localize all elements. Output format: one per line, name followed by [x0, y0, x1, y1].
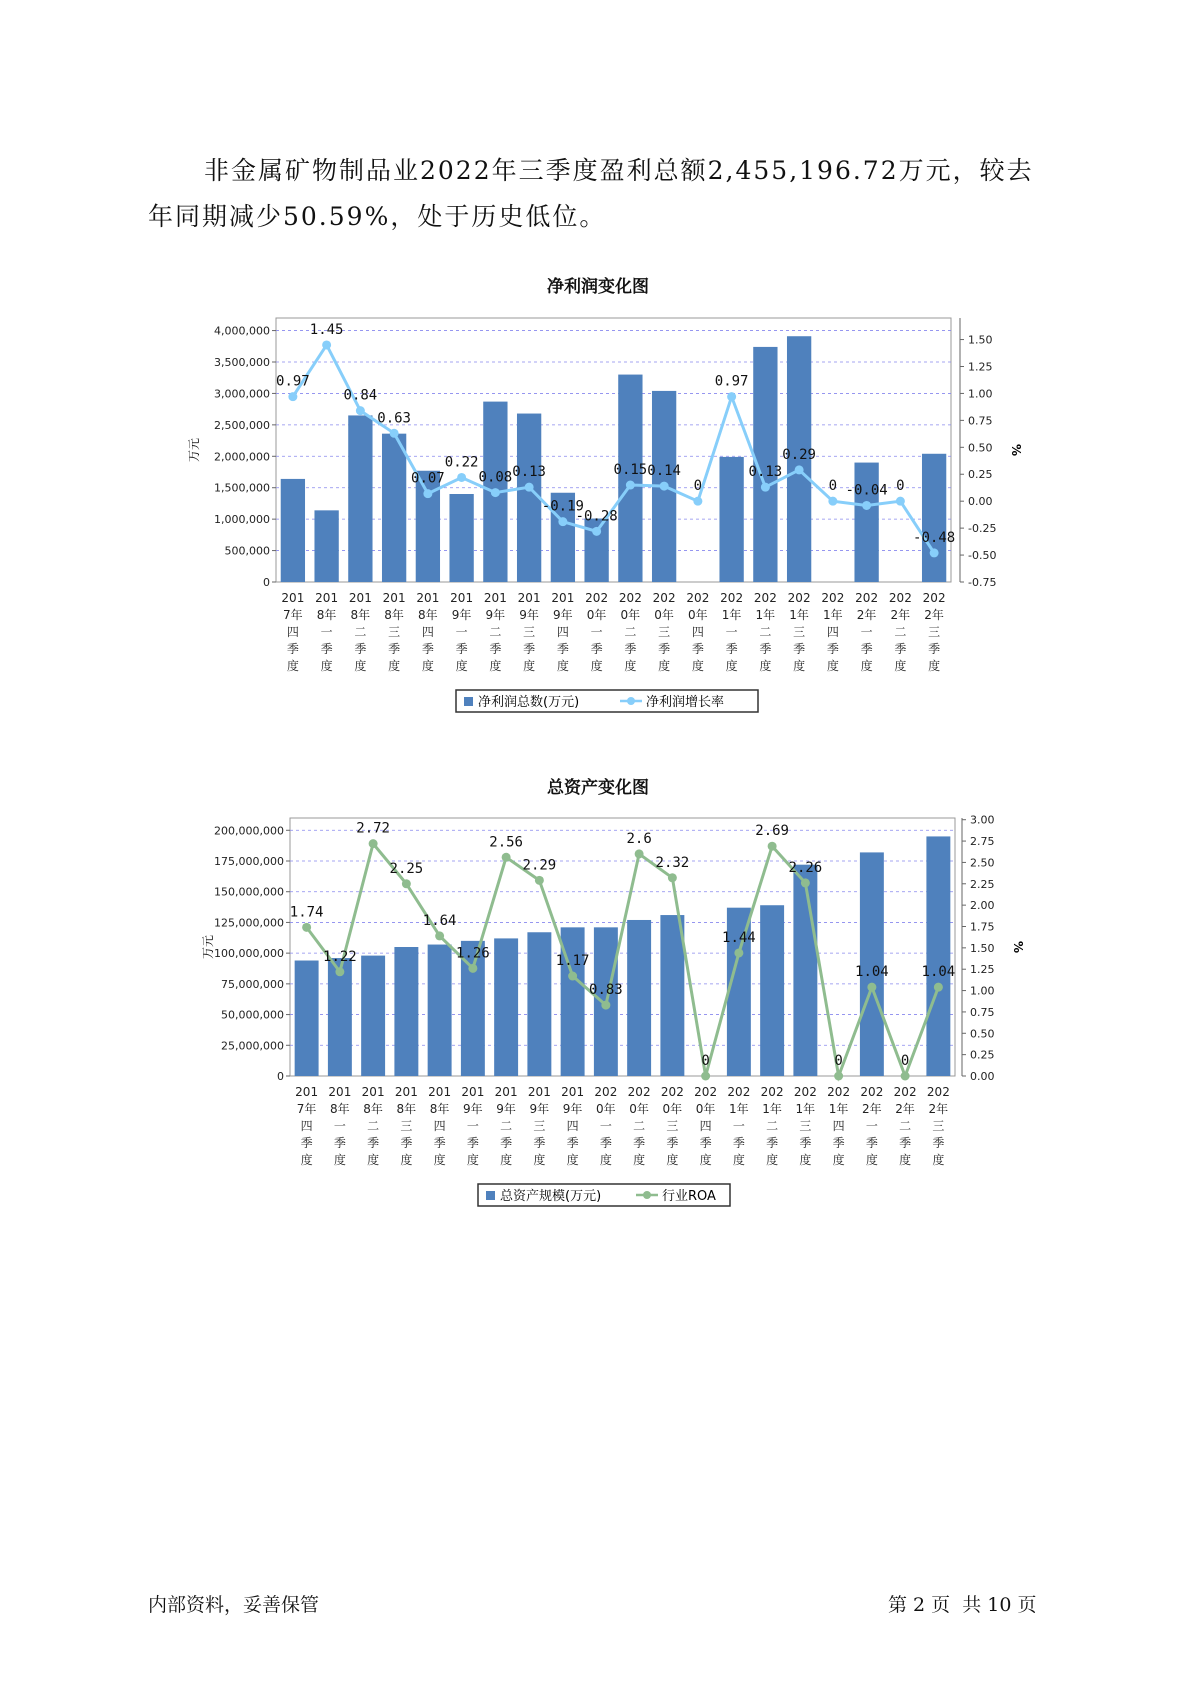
- x-tick-label: 202 1年三季度: [787, 591, 811, 673]
- bar: [494, 938, 518, 1076]
- bar: [854, 463, 878, 582]
- data-label: 0.63: [377, 410, 411, 427]
- y-left-tick-label: 100,000,000: [214, 947, 284, 961]
- y-right-tick-label: 0.00: [968, 495, 993, 509]
- line-point: [525, 483, 534, 492]
- x-tick-label: 202 1年一季度: [720, 591, 744, 673]
- y-right-tick-label: 1.25: [970, 963, 995, 977]
- data-label: 0.07: [411, 470, 445, 487]
- bar: [926, 836, 950, 1076]
- x-tick-label: 201 8年三季度: [394, 1085, 418, 1167]
- data-label: 0: [900, 1053, 910, 1069]
- data-label: 1.04: [855, 964, 889, 981]
- y-right-tick-label: -0.50: [968, 549, 997, 563]
- line-point: [390, 429, 399, 438]
- x-tick-label: 201 8年一季度: [328, 1085, 352, 1167]
- y-right-axis-title: %: [1011, 940, 1025, 954]
- line-point: [896, 497, 905, 506]
- x-tick-label: 202 0年二季度: [627, 1085, 651, 1167]
- chart-title-total-assets: 总资产变化图: [547, 778, 649, 798]
- bar: [627, 920, 651, 1076]
- data-label: 2.56: [489, 834, 523, 851]
- data-label: 2.32: [655, 854, 690, 871]
- bar: [416, 471, 440, 582]
- y-right-tick-label: 2.00: [970, 899, 995, 913]
- data-label: 0.13: [512, 464, 546, 481]
- plot-area: [290, 818, 955, 1076]
- x-tick-label: 201 9年一季度: [450, 591, 474, 673]
- line-point: [635, 849, 644, 858]
- y-left-tick-label: 125,000,000: [214, 916, 284, 930]
- y-left-tick-label: 0: [263, 576, 270, 589]
- y-left-tick-label: 0: [277, 1070, 284, 1083]
- y-left-axis-title: 万元: [201, 934, 215, 960]
- bar: [394, 947, 418, 1076]
- y-left-tick-label: 1,500,000: [214, 481, 270, 495]
- x-tick-label: 201 8年三季度: [382, 591, 406, 673]
- data-label: 0: [828, 478, 838, 495]
- y-left-tick-label: 1,000,000: [214, 513, 270, 527]
- bar: [793, 865, 817, 1076]
- x-tick-label: 202 2年一季度: [860, 1085, 884, 1167]
- legend-line-label: 净利润增长率: [646, 695, 725, 710]
- data-label: 1.17: [555, 953, 590, 970]
- line-point: [834, 1072, 843, 1081]
- bar: [428, 945, 452, 1076]
- y-right-tick-label: 1.25: [968, 360, 993, 374]
- x-tick-label: 202 1年二季度: [760, 1085, 784, 1167]
- line-point: [435, 931, 444, 940]
- data-label: 0.84: [343, 387, 378, 404]
- x-tick-label: 201 9年一季度: [461, 1085, 485, 1167]
- y-left-tick-label: 200,000,000: [214, 824, 284, 838]
- y-left-tick-label: 25,000,000: [221, 1039, 284, 1053]
- data-label: 1.64: [422, 912, 457, 929]
- x-tick-label: 202 1年一季度: [727, 1085, 751, 1167]
- y-right-tick-label: 2.50: [970, 856, 995, 870]
- bar: [922, 454, 946, 582]
- x-tick-label: 202 0年三季度: [660, 1085, 684, 1167]
- x-tick-label: 202 0年一季度: [585, 591, 609, 673]
- data-label: 0.22: [444, 454, 479, 471]
- bar: [348, 415, 372, 582]
- y-right-tick-label: 0.75: [970, 1005, 995, 1019]
- line-point: [930, 548, 939, 557]
- footer-page-number: 第 2 页 共 10 页: [888, 1594, 1037, 1616]
- y-right-tick-label: 0.25: [970, 1048, 995, 1062]
- data-label: 0.29: [782, 446, 816, 463]
- bar: [660, 915, 684, 1076]
- line-point: [701, 1072, 710, 1081]
- x-tick-label: 201 7年四季度: [281, 591, 305, 673]
- y-left-tick-label: 3,000,000: [214, 387, 270, 401]
- data-label: 0: [693, 478, 703, 495]
- line-point: [795, 465, 804, 474]
- x-tick-label: 202 1年三季度: [793, 1085, 817, 1167]
- y-right-tick-label: 1.50: [968, 333, 993, 347]
- x-tick-label: 202 1年四季度: [827, 1085, 851, 1167]
- line-point: [867, 983, 876, 992]
- line-point: [626, 481, 635, 490]
- data-label: 0.14: [647, 463, 681, 480]
- x-tick-label: 202 1年二季度: [753, 591, 777, 673]
- x-tick-label: 202 0年三季度: [652, 591, 676, 673]
- bar: [295, 961, 319, 1076]
- bar: [760, 905, 784, 1076]
- x-tick-label: 202 1年四季度: [821, 591, 845, 673]
- data-label: 2.6: [626, 830, 652, 847]
- data-label: 0.13: [748, 464, 783, 481]
- line-point: [734, 948, 743, 957]
- x-tick-label: 202 2年三季度: [922, 591, 946, 673]
- x-tick-label: 202 0年四季度: [686, 591, 710, 673]
- data-label: 1.44: [722, 929, 756, 946]
- legend-bar-swatch: [486, 1191, 495, 1200]
- bar: [382, 434, 406, 582]
- y-right-tick-label: 3.00: [970, 813, 995, 827]
- line-point: [369, 839, 378, 848]
- y-right-tick-label: -0.25: [968, 522, 997, 536]
- data-label: 0: [896, 478, 905, 495]
- legend-bar-label: 净利润总数(万元): [478, 695, 580, 710]
- line-point: [468, 964, 477, 973]
- legend-line-label: 行业ROA: [662, 1189, 716, 1204]
- line-point: [761, 483, 770, 492]
- y-right-tick-label: 2.25: [970, 877, 995, 891]
- line-point: [601, 1001, 610, 1010]
- line-point: [502, 853, 511, 862]
- y-right-axis-title: %: [1009, 443, 1023, 457]
- line-point: [727, 392, 736, 401]
- line-point: [660, 482, 669, 491]
- y-left-tick-label: 3,500,000: [214, 356, 270, 369]
- y-right-tick-label: 0.25: [968, 468, 993, 482]
- data-label: 1.26: [456, 945, 490, 962]
- line-point: [901, 1072, 910, 1081]
- line-point: [592, 527, 601, 536]
- y-right-tick-label: 1.50: [970, 941, 995, 955]
- y-left-axis-title: 万元: [187, 437, 201, 463]
- line-point: [322, 340, 331, 349]
- line-point: [668, 873, 677, 882]
- data-label: 0.08: [478, 469, 513, 486]
- line-point: [801, 878, 810, 887]
- bar: [314, 510, 338, 582]
- y-left-tick-label: 75,000,000: [221, 977, 284, 991]
- line-point: [302, 923, 311, 932]
- y-right-tick-label: 0.50: [970, 1027, 995, 1041]
- line-point: [768, 842, 777, 851]
- x-tick-label: 201 9年三季度: [527, 1085, 551, 1167]
- line-point: [558, 517, 567, 526]
- plot-area: [276, 318, 951, 582]
- x-tick-label: 202 2年一季度: [855, 591, 879, 673]
- bar: [361, 956, 385, 1076]
- x-tick-label: 201 8年二季度: [348, 591, 372, 673]
- bar: [527, 932, 551, 1076]
- data-label: 2.29: [522, 857, 557, 874]
- y-left-tick-label: 175,000,000: [214, 855, 284, 868]
- data-label: 0.97: [276, 373, 310, 390]
- data-label: 0.15: [613, 462, 648, 479]
- x-tick-label: 201 9年四季度: [561, 1085, 585, 1167]
- net-profit-chart: [0, 300, 1191, 760]
- y-right-tick-label: 2.75: [970, 835, 995, 849]
- legend-bar-swatch: [464, 697, 473, 706]
- line-point: [862, 501, 871, 510]
- y-left-tick-label: 150,000,000: [214, 885, 284, 899]
- data-label: 1.74: [289, 904, 324, 921]
- line-point: [402, 879, 411, 888]
- x-tick-label: 201 8年四季度: [428, 1085, 452, 1167]
- x-tick-label: 202 0年四季度: [694, 1085, 718, 1167]
- data-label: 1.45: [309, 321, 344, 338]
- chart-title-net-profit: 净利润变化图: [547, 277, 649, 297]
- data-label: -0.28: [575, 508, 618, 525]
- line-point: [423, 489, 432, 498]
- legend-line-marker: [627, 697, 635, 705]
- y-left-tick-label: 4,000,000: [214, 324, 270, 338]
- x-tick-label: 201 8年二季度: [361, 1085, 385, 1167]
- x-tick-label: 201 8年四季度: [416, 591, 440, 673]
- x-tick-label: 202 2年二季度: [893, 1085, 917, 1167]
- line-point: [335, 967, 344, 976]
- legend-line-marker: [643, 1191, 651, 1199]
- data-label: 0: [834, 1053, 843, 1069]
- data-label: 1.04: [921, 964, 956, 981]
- footer-confidential-note: 内部资料，妥善保管: [148, 1594, 320, 1616]
- data-label: 2.25: [389, 860, 424, 877]
- x-tick-label: 202 0年二季度: [618, 591, 642, 673]
- x-tick-label: 201 9年四季度: [551, 591, 575, 673]
- y-left-tick-label: 2,500,000: [214, 418, 270, 432]
- x-tick-label: 202 2年二季度: [888, 591, 912, 673]
- data-label: -0.04: [845, 482, 888, 499]
- line-point: [568, 972, 577, 981]
- total-assets-chart: [0, 800, 1191, 1260]
- x-tick-label: 201 9年三季度: [517, 591, 541, 673]
- line-point: [288, 392, 297, 401]
- y-left-tick-label: 500,000: [224, 544, 270, 558]
- x-tick-label: 201 9年二季度: [483, 591, 507, 673]
- y-right-tick-label: 1.00: [968, 387, 993, 401]
- y-right-tick-label: 0.00: [970, 1070, 995, 1083]
- line-point: [356, 406, 365, 415]
- data-label: 2.26: [788, 859, 823, 876]
- line-point: [828, 497, 837, 506]
- data-label: 0.97: [714, 373, 749, 390]
- y-right-tick-label: 1.75: [970, 920, 995, 934]
- line-point: [693, 497, 702, 506]
- y-right-tick-label: 1.00: [970, 984, 995, 998]
- body-paragraph: 非金属矿物制品业2022年三季度盈利总额2,455,196.72万元，较去年同期减少50.59%，处于历史低位。: [148, 156, 1034, 231]
- y-right-tick-label: 0.50: [968, 441, 993, 455]
- data-label: -0.19: [541, 498, 584, 515]
- data-label: 2.72: [356, 820, 390, 837]
- line-point: [491, 488, 500, 497]
- line-point: [457, 473, 466, 482]
- y-left-tick-label: 2,000,000: [214, 450, 270, 464]
- legend-bar-label: 总资产规模(万元): [500, 1189, 602, 1204]
- x-tick-label: 201 9年二季度: [494, 1085, 518, 1167]
- y-left-tick-label: 50,000,000: [221, 1008, 284, 1022]
- bar: [281, 479, 305, 582]
- bar: [719, 457, 743, 582]
- y-right-tick-label: -0.75: [968, 576, 997, 589]
- data-label: 0.83: [589, 982, 623, 999]
- bar: [449, 494, 473, 582]
- x-tick-label: 202 0年一季度: [594, 1085, 618, 1167]
- x-tick-label: 201 8年一季度: [315, 591, 339, 673]
- data-label: -0.48: [913, 529, 956, 546]
- bar: [618, 375, 642, 582]
- data-label: 1.22: [323, 948, 357, 965]
- y-right-tick-label: 0.75: [968, 414, 993, 428]
- x-tick-label: 202 2年三季度: [926, 1085, 950, 1167]
- x-tick-label: 201 7年四季度: [295, 1085, 319, 1167]
- line-point: [934, 983, 943, 992]
- data-label: 0: [701, 1053, 710, 1069]
- line-point: [535, 876, 544, 885]
- data-label: 2.69: [755, 823, 789, 840]
